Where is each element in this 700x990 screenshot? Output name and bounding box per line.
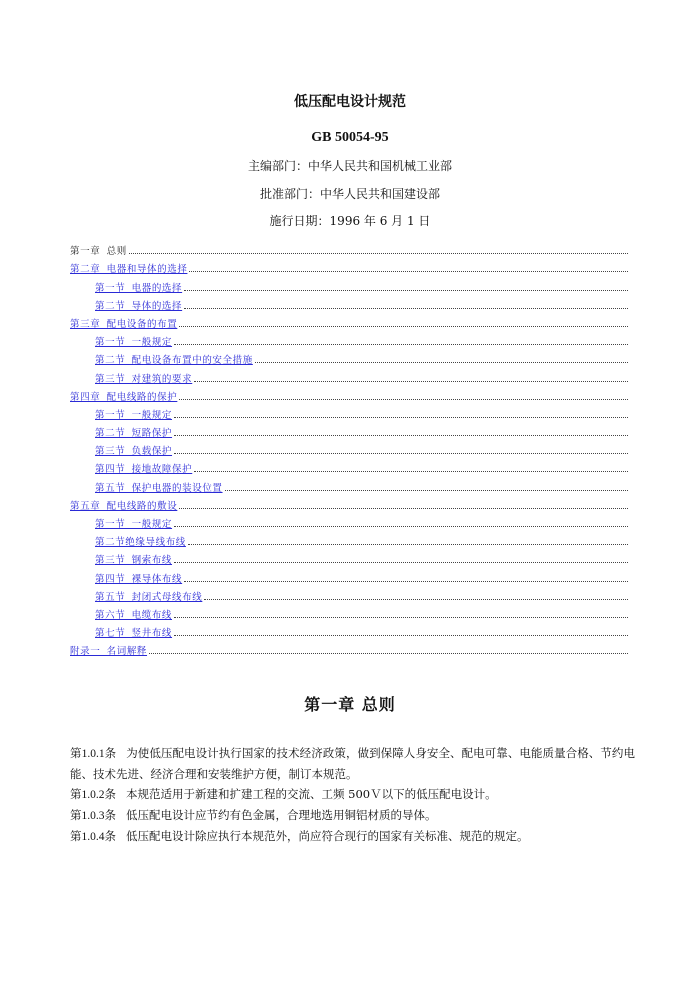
- article-text: 本规范适用于新建和扩建工程的交流、工频 500Ｖ以下的低压配电设计。: [126, 787, 497, 801]
- toc-link[interactable]: 第五节 保护电器的装设位置: [95, 482, 223, 494]
- toc-entry[interactable]: [70, 257, 628, 275]
- toc-dot-leader: [174, 634, 628, 636]
- article-list: [70, 743, 635, 847]
- toc-entry[interactable]: [70, 475, 628, 493]
- article-text: 低压配电设计应节约有色金属，合理地选用铜铝材质的导体。: [126, 808, 437, 822]
- toc-dot-leader: [179, 398, 628, 400]
- toc-link[interactable]: 第三节 钢索布线: [95, 555, 173, 567]
- article-number: 第1.0.2条: [70, 789, 116, 801]
- toc-dot-leader: [174, 416, 628, 418]
- toc-link[interactable]: 第三节 对建筑的要求: [95, 373, 193, 385]
- effective-date-line: 施行日期：1996 年 6 月 1 日: [269, 214, 431, 228]
- standard-number: GB 50054-95: [311, 130, 389, 145]
- article-paragraph: [70, 743, 635, 784]
- toc-entry[interactable]: [70, 348, 628, 366]
- toc-dot-leader: [194, 380, 628, 382]
- toc-entry[interactable]: [70, 621, 628, 639]
- toc-entry[interactable]: [70, 275, 628, 293]
- article-text: 为使低压配电设计执行国家的技术经济政策，做到保障人身安全、配电可靠、电能质量合格、节约电能、技术先进、经济合理和安装维护方便，制订本规范。: [70, 746, 636, 781]
- article-paragraph: [70, 826, 635, 847]
- article-number: 第1.0.1条: [70, 748, 117, 760]
- toc-entry[interactable]: [70, 512, 628, 530]
- toc-link[interactable]: 第二节 短路保护: [95, 428, 173, 440]
- toc-link[interactable]: 第六节 电缆布线: [95, 609, 173, 621]
- toc-entry[interactable]: [70, 566, 628, 584]
- toc-dot-leader: [149, 652, 628, 654]
- toc-dot-leader: [174, 434, 628, 436]
- toc-entry[interactable]: [70, 366, 628, 384]
- toc-dot-leader: [204, 598, 628, 600]
- article-text: 低压配电设计除应执行本规范外，尚应符合现行的国家有关标准、规范的规定。: [126, 829, 529, 843]
- toc-dot-leader: [174, 525, 628, 527]
- toc-link[interactable]: 第二节 配电设备布置中的安全措施: [95, 355, 253, 367]
- toc-entry[interactable]: [70, 530, 628, 548]
- toc-entry[interactable]: [70, 548, 628, 566]
- toc-entry[interactable]: [70, 457, 628, 475]
- toc-dot-leader: [174, 616, 628, 618]
- toc-entry[interactable]: [70, 603, 628, 621]
- toc-label: 第一章 总则: [70, 246, 127, 258]
- toc-dot-leader: [174, 561, 628, 563]
- toc-dot-leader: [179, 325, 628, 327]
- toc-dot-leader: [179, 507, 628, 509]
- toc-link[interactable]: 第二章 电器和导体的选择: [70, 264, 188, 276]
- toc-link[interactable]: 第一节 一般规定: [95, 519, 173, 530]
- toc-link[interactable]: 第三章 配电设备的布置: [70, 318, 178, 330]
- toc-entry[interactable]: [70, 312, 628, 330]
- toc-link[interactable]: 第二节绝缘导线布线: [95, 537, 186, 549]
- toc-dot-leader: [194, 470, 628, 472]
- toc-entry[interactable]: [70, 403, 628, 421]
- approver-line: 批准部门：中华人民共和国建设部: [259, 187, 440, 201]
- toc-entry[interactable]: [70, 585, 628, 603]
- table-of-contents: [70, 239, 628, 657]
- toc-link[interactable]: 第四章 配电线路的保护: [70, 391, 178, 403]
- toc-entry[interactable]: [70, 639, 628, 657]
- article-paragraph: [70, 784, 635, 805]
- toc-entry[interactable]: [70, 385, 628, 403]
- toc-link[interactable]: 第一节 一般规定: [95, 409, 173, 421]
- toc-dot-leader: [129, 252, 628, 254]
- article-number: 第1.0.4条: [70, 831, 116, 843]
- toc-dot-leader: [255, 361, 628, 363]
- toc-entry[interactable]: [70, 294, 628, 312]
- document-title: 低压配电设计规范: [294, 94, 406, 110]
- article-paragraph: [70, 805, 635, 826]
- toc-link[interactable]: 第四节 接地故障保护: [95, 464, 193, 476]
- toc-link[interactable]: 第五节 封闭式母线布线: [95, 591, 203, 603]
- toc-link[interactable]: 附录一 名词解释: [70, 646, 148, 658]
- editor-line: 主编部门：中华人民共和国机械工业部: [247, 159, 452, 173]
- toc-dot-leader: [184, 307, 628, 309]
- toc-entry: [70, 239, 628, 257]
- toc-dot-leader: [184, 580, 628, 582]
- toc-link[interactable]: 第一节 电器的选择: [95, 282, 183, 294]
- toc-entry[interactable]: [70, 421, 628, 439]
- toc-link[interactable]: 第二节 导体的选择: [95, 300, 183, 312]
- toc-dot-leader: [189, 270, 628, 272]
- toc-dot-leader: [174, 343, 628, 345]
- toc-dot-leader: [225, 489, 628, 491]
- toc-entry[interactable]: [70, 330, 628, 348]
- chapter-heading: 第一章 总则: [304, 695, 396, 714]
- toc-dot-leader: [188, 543, 628, 545]
- toc-link[interactable]: 第三节 负载保护: [95, 446, 173, 458]
- toc-link[interactable]: 第七节 竖井布线: [95, 628, 173, 640]
- toc-link[interactable]: 第四节 裸导体布线: [95, 573, 183, 585]
- toc-link[interactable]: 第五章 配电线路的敷设: [70, 500, 178, 512]
- toc-link[interactable]: 第一节 一般规定: [95, 337, 173, 349]
- toc-dot-leader: [174, 452, 628, 454]
- toc-entry[interactable]: [70, 439, 628, 457]
- toc-dot-leader: [184, 289, 628, 291]
- article-number: 第1.0.3条: [70, 810, 116, 822]
- toc-entry[interactable]: [70, 494, 628, 512]
